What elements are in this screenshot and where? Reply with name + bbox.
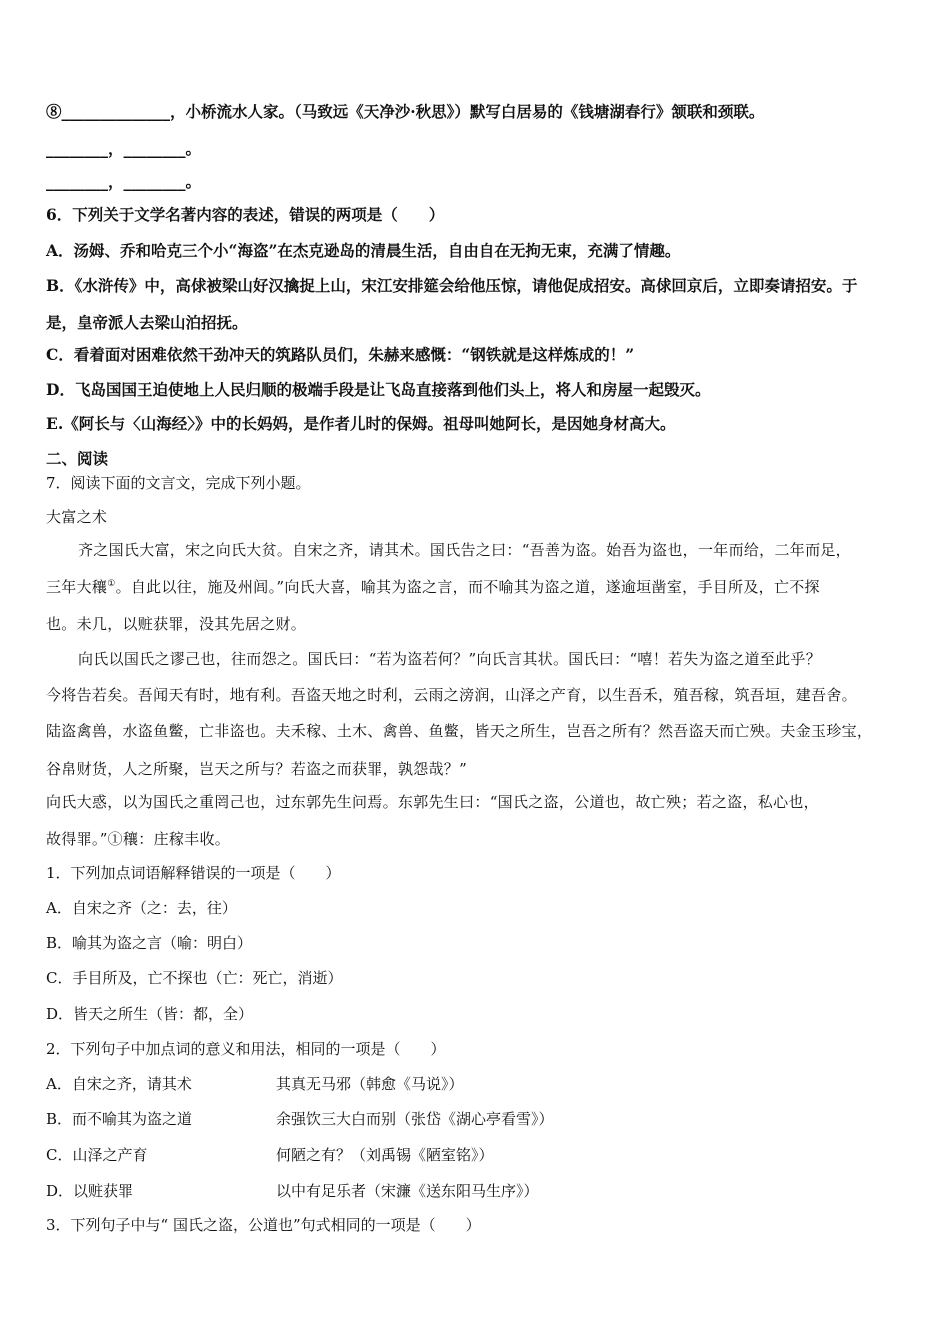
sub-question-2-option-b: B．而不喻其为盗之道 余强饮三大白而别（张岱《湖心亭看雪》） [46, 1110, 554, 1128]
passage-line: 谷帛财货，人之所聚，岂天之所与？若盗之而获罪，孰怨哉？” [46, 760, 468, 778]
question-6-stem: 6．下列关于文学名著内容的表述，错误的两项是（ ） [46, 205, 445, 224]
passage-line: 向氏大惑，以为国氏之重罔己也，过东郭先生问焉。东郭先生曰：“国氏之盗，公道也，故亡殃；若之盗，私心也， [46, 793, 819, 811]
passage-line: 也。未几，以赃获罪，没其先居之财。 [46, 615, 307, 633]
question-6-option-b-cont: 是，皇帝派人去梁山泊招抚。 [46, 313, 248, 332]
passage-title: 大富之术 [46, 508, 108, 526]
sub-question-2-option-a: A．自宋之齐，请其术 其真无马邪（韩愈《马说》） [46, 1075, 464, 1093]
question-6-option-c: C．看着面对困难依然干劲冲天的筑路队员们，朱赫来感慨：“钢铁就是这样炼成的！” [46, 345, 635, 364]
passage-line-footnote: 故得罪。”①穰：庄稼丰收。 [46, 830, 231, 848]
sub-question-1-option-a: A．自宋之齐（之：去，往） [46, 899, 237, 917]
sub-question-1-option-d: D．皆天之所生（皆：都，全） [46, 1005, 254, 1023]
sub-question-3-stem: 3．下列句子中与“ 国氏之盗，公道也”句式相同的一项是（ ） [46, 1216, 481, 1234]
section-heading: 二、阅读 [46, 449, 109, 468]
sub-question-2-option-c: C．山泽之产育 何陋之有？（刘禹锡《陋室铭》） [46, 1146, 494, 1164]
fill-blank-line-8: ⑧______________，小桥流水人家。（马致远《天净沙·秋思》）默写白居易的《钱塘湖春行》颔联和颈联。 [46, 102, 765, 121]
passage-line: 齐之国氏大富，宋之向氏大贫。自宋之齐，请其术。国氏告之曰：“吾善为盗。始吾为盗也，一年而给，二年而足， [78, 541, 851, 559]
sub-question-2-option-d: D．以赃获罪 以中有足乐者（宋濂《送东阳马生序》） [46, 1182, 539, 1200]
sub-question-2-stem: 2．下列句子中加点词的意义和用法，相同的一项是（ ） [46, 1040, 446, 1058]
question-6-option-e: E.《阿长与〈山海经〉》中的长妈妈，是作者儿时的保姆。祖母叫她阿长，是因她身材高大。 [46, 414, 676, 433]
fill-blank-line: ________，________。 [46, 172, 202, 191]
footnote-marker: ① [107, 579, 116, 589]
passage-line: 今将告若矣。吾闻天有时，地有利。吾盗天地之时利，云雨之滂润，山泽之产育，以生吾禾，殖吾稼，筑吾垣，建吾舍。 [46, 686, 857, 704]
question-7-stem: 7．阅读下面的文言文，完成下列小题。 [46, 474, 311, 492]
question-6-option-a: A．汤姆、乔和哈克三个小“海盗”在杰克逊岛的清晨生活，自由自在无拘无束，充满了情趣。 [46, 241, 681, 260]
sub-question-1-stem: 1．下列加点词语解释错误的一项是（ ） [46, 864, 341, 882]
fill-blank-line: ________，________。 [46, 139, 202, 158]
passage-line: 三年大穰①。自此以往，施及州闾。”向氏大喜，喻其为盗之言，而不喻其为盗之道，遂逾垣凿室，手目所及，亡不探 [46, 578, 820, 596]
sub-question-1-option-b: B．喻其为盗之言（喻：明白） [46, 934, 253, 952]
sub-question-1-option-c: C．手目所及，亡不探也（亡：死亡，消逝） [46, 969, 343, 987]
passage-line: 陆盗禽兽，水盗鱼鳖，亡非盗也。夫禾稼、土木、禽兽、鱼鳖，皆天之所生，岂吾之所有？然吾盗天而亡殃。夫金玉珍宝， [46, 722, 873, 740]
question-6-option-d: D．飞岛国国王迫使地上人民归顺的极端手段是让飞岛直接落到他们头上，将人和房屋一起毁灭。 [46, 380, 711, 399]
question-6-option-b: B．《水浒传》中，高俅被梁山好汉擒捉上山，宋江安排筵会给他压惊，请他促成招安。高俅回京后，立即奏请招安。于 [46, 276, 858, 295]
passage-line: 向氏以国氏之谬己也，往而怨之。国氏曰：“若为盗若何？”向氏言其状。国氏曰：“嘻！若失为盗之道至此乎？ [78, 650, 822, 668]
